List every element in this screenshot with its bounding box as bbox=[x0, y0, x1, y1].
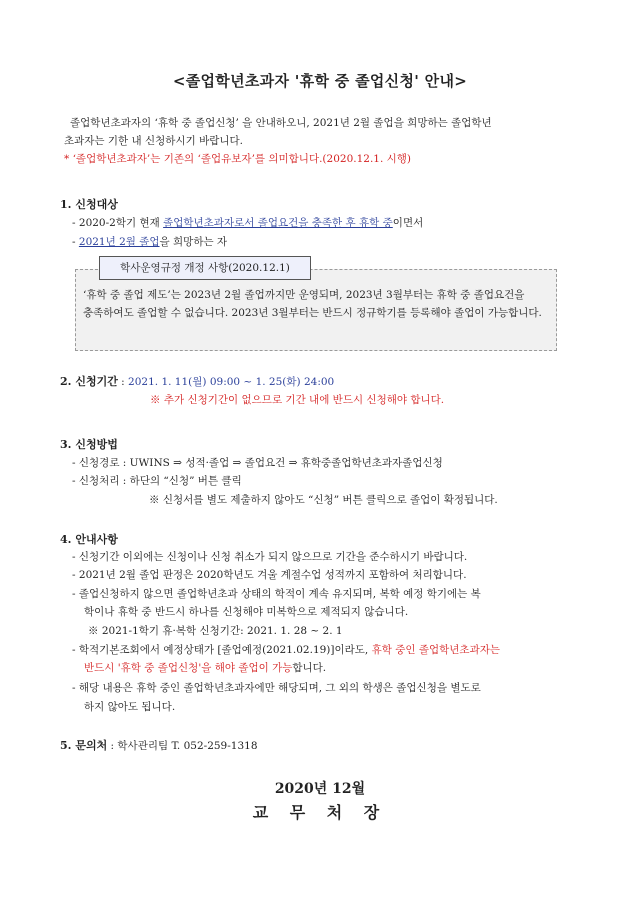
section-2-heading: 2. 신청기간 bbox=[60, 375, 118, 388]
notice-item-5b: 하지 않아도 됩니다. bbox=[84, 701, 176, 713]
graduation-date-text: 2021년 2월 졸업 bbox=[78, 236, 160, 248]
issue-date: 2020년 12월 bbox=[274, 781, 366, 797]
application-period: 2021. 1. 11(월) 09:00 ~ 1. 25(화) 24:00 bbox=[128, 376, 335, 388]
notice-item-4b-suffix: 합니다. bbox=[292, 662, 327, 674]
intro-line-2: 초과자는 기한 내 신청하시기 바랍니다. bbox=[64, 135, 243, 147]
issuing-office: 교 무 처 장 bbox=[252, 803, 388, 822]
application-process: - 신청처리 : 하단의 “신청” 버튼 클릭 bbox=[72, 475, 242, 487]
section-1-heading: 1. 신청대상 bbox=[60, 198, 118, 211]
section-2-line bbox=[60, 374, 334, 390]
notice-item-4a-highlight: 휴학 중인 졸업학년초과자는 bbox=[371, 644, 501, 656]
regulation-notice-tab: 학사운영규정 개정 사항(2020.12.1) bbox=[99, 256, 311, 280]
section-5-heading: 5. 문의처 bbox=[60, 739, 108, 752]
intro-line-1: 졸업학년초과자의 ‘휴학 중 졸업신청’ 을 안내하오니, 2021년 2월 졸업을 희망하는 졸업학년 bbox=[70, 117, 492, 129]
section-2-colon: : bbox=[117, 376, 129, 388]
notice-item-3b: 학이나 휴학 중 반드시 하나를 신청해야 미복학으로 제적되지 않습니다. bbox=[84, 606, 409, 618]
contact-info: : 학사관리팀 T. 052-259-1318 bbox=[107, 740, 258, 752]
bullet-2-suffix: 을 희망하는 자 bbox=[159, 236, 228, 248]
notice-item-4a-prefix: - 학적기본조회에서 예정상태가 [졸업예정(2021.02.19)]이라도, bbox=[72, 644, 372, 656]
regulation-notice-text: ‘휴학 중 졸업 제도’는 2023년 2월 졸업까지만 운영되며, 2023년 3월부터는 휴학 중 졸업요건을 충족하여도 졸업할 수 없습니다. 2023년 3월부터는 반드시 정규학기를 등록해야 졸업이 가능합니다. bbox=[83, 289, 542, 319]
eligibility-condition-text: 졸업학년초과자로서 졸업요건을 충족한 후 휴학 중 bbox=[163, 217, 393, 229]
bullet-2-prefix: - bbox=[72, 236, 79, 248]
notice-item-1: - 신청기간 이외에는 신청이나 신청 취소가 되지 않으므로 기간을 준수하시기 바랍니다. bbox=[72, 551, 468, 563]
bullet-1-suffix: 이면서 bbox=[392, 217, 424, 229]
notice-item-5a: - 해당 내용은 휴학 중인 졸업학년초과자에만 해당되며, 그 외의 학생은 졸업신청을 별도로 bbox=[72, 682, 481, 694]
period-warning: ※ 추가 신청기간이 없으므로 기간 내에 반드시 신청해야 합니다. bbox=[150, 394, 445, 406]
document-title: <졸업학년초과자 '휴학 중 졸업신청' 안내> bbox=[172, 72, 468, 90]
notice-item-4b-highlight: 반드시 '휴학 중 졸업신청'을 해야 졸업이 가능 bbox=[84, 662, 293, 674]
section-5-line bbox=[60, 738, 258, 754]
notice-item-3a: - 졸업신청하지 않으면 졸업학년초과 상태의 학적이 계속 유지되며, 복학 예정 학기에는 복 bbox=[72, 588, 481, 600]
notice-item-4b bbox=[84, 661, 326, 676]
notice-item-4a bbox=[72, 643, 500, 658]
application-route: - 신청경로 : UWINS ⇒ 성적·졸업 ⇒ 졸업요건 ⇒ 휴학중졸업학년초과자졸업신청 bbox=[72, 457, 443, 469]
intro-note: * ‘졸업학년초과자’는 기존의 ‘졸업유보자’를 의미합니다.(2020.12.1. 시행) bbox=[64, 153, 412, 165]
application-process-note: ※ 신청서를 별도 제출하지 않아도 “신청” 버튼 클릭으로 졸업이 확정됩니다. bbox=[149, 494, 498, 506]
notice-item-3c: ※ 2021-1학기 휴·복학 신청기간: 2021. 1. 28 ~ 2. 1 bbox=[88, 625, 343, 637]
notice-item-2: - 2021년 2월 졸업 판정은 2020학년도 겨울 계절수업 성적까지 포함하여 처리합니다. bbox=[72, 569, 467, 581]
section-1-bullet-2 bbox=[72, 235, 227, 250]
section-1-bullet-1 bbox=[72, 216, 423, 231]
section-4-heading: 4. 안내사항 bbox=[60, 533, 118, 546]
bullet-1-prefix: - 2020-2학기 현재 bbox=[72, 217, 164, 229]
section-3-heading: 3. 신청방법 bbox=[60, 438, 118, 451]
